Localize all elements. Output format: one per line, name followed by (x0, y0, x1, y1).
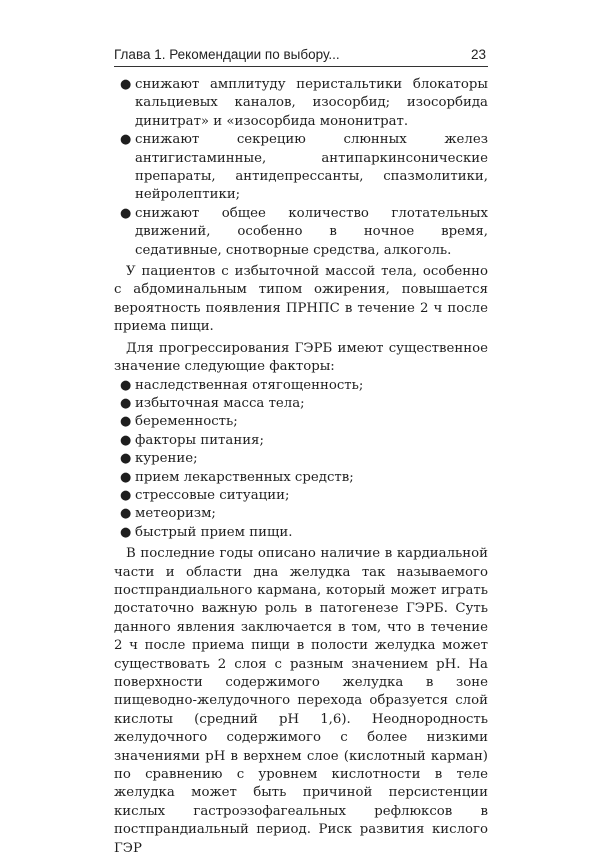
list-item: ● наследственная отягощенность; (114, 377, 488, 395)
page-body (114, 76, 488, 858)
list-item: ● избыточная масса тела; (114, 395, 488, 413)
list-item: ● стрессовые ситуации; (114, 487, 488, 505)
list-item: ● снижают общее количество глотательных движений, особенно в ночное время, седативные, снотворные средства, алкоголь. (120, 205, 488, 258)
list-item: ● метеоризм; (114, 505, 488, 523)
bullet-icon: ● (120, 506, 132, 522)
bullet-icon: ● (120, 395, 132, 411)
list-item: ● снижают амплитуду перистальтики блокаторы кальциевых каналов, изосорбид; изосорбида динитрат» и «изосорбида мононитрат. (120, 77, 488, 129)
factors-list (114, 377, 488, 543)
list-item: ● снижают секрецию слюнных желез антигистаминные, антипаркинсонические препараты, антидепрессанты, спазмолитики, нейролептики; (120, 132, 488, 203)
list-item: ● быстрый прием пищи. (114, 524, 488, 542)
bullet-icon: ● (120, 469, 132, 485)
list-item: ● курение; (114, 450, 488, 468)
bullet-icon: ● (120, 524, 132, 540)
chapter-title: Глава 1. Рекомендации по выбору... (114, 47, 340, 62)
paragraph: Для прогрессирования ГЭРБ имеют существенное значение следующие факторы: (114, 340, 488, 375)
paragraph: В последние годы описано наличие в кардиальной части и области дна желудка так называемого постпрандиального кармана, который может играть достаточно важную роль в патогенезе ГЭРБ. Суть данного явления заключается в том, что в течение 2 ч после приема пищи в полости желудка может существовать 2 слоя с разным значением pH. На поверхности содержимого желудка в зоне пищеводно-желудочного перехода образуется слой кислоты (средний pH 1,6). Неоднородность желудочного содержимого с более низкими значениями pH в верхнем слое (кислотный карман) по сравнению с уровнем кислотности в теле желудка может быть причиной персистенции кислых гастроэзофагеальных рефлюксов в постпрандиальный период. Риск развития кислого ГЭР (114, 546, 488, 856)
list-item: ● факторы питания; (114, 432, 488, 450)
bullet-icon: ● (120, 487, 132, 503)
running-header (114, 45, 488, 65)
bullet-icon: ● (120, 451, 132, 467)
header-divider (114, 66, 488, 67)
page-number: 23 (470, 47, 486, 62)
bullet-icon: ● (120, 432, 132, 448)
list-item: ● прием лекарственных средств; (114, 469, 488, 487)
bullet-icon: ● (120, 77, 132, 92)
bullet-icon: ● (120, 414, 132, 430)
bullet-icon: ● (120, 132, 132, 148)
list-item: ● беременность; (114, 413, 488, 431)
drug-effects-list (114, 76, 488, 260)
bullet-icon: ● (120, 377, 132, 393)
bullet-icon: ● (120, 205, 132, 221)
paragraph: У пациентов с избыточной массой тела, особенно с абдоминальным типом ожирения, повышается вероятность появления ПРНПС в течение 2 ч после приема пищи. (114, 264, 488, 335)
